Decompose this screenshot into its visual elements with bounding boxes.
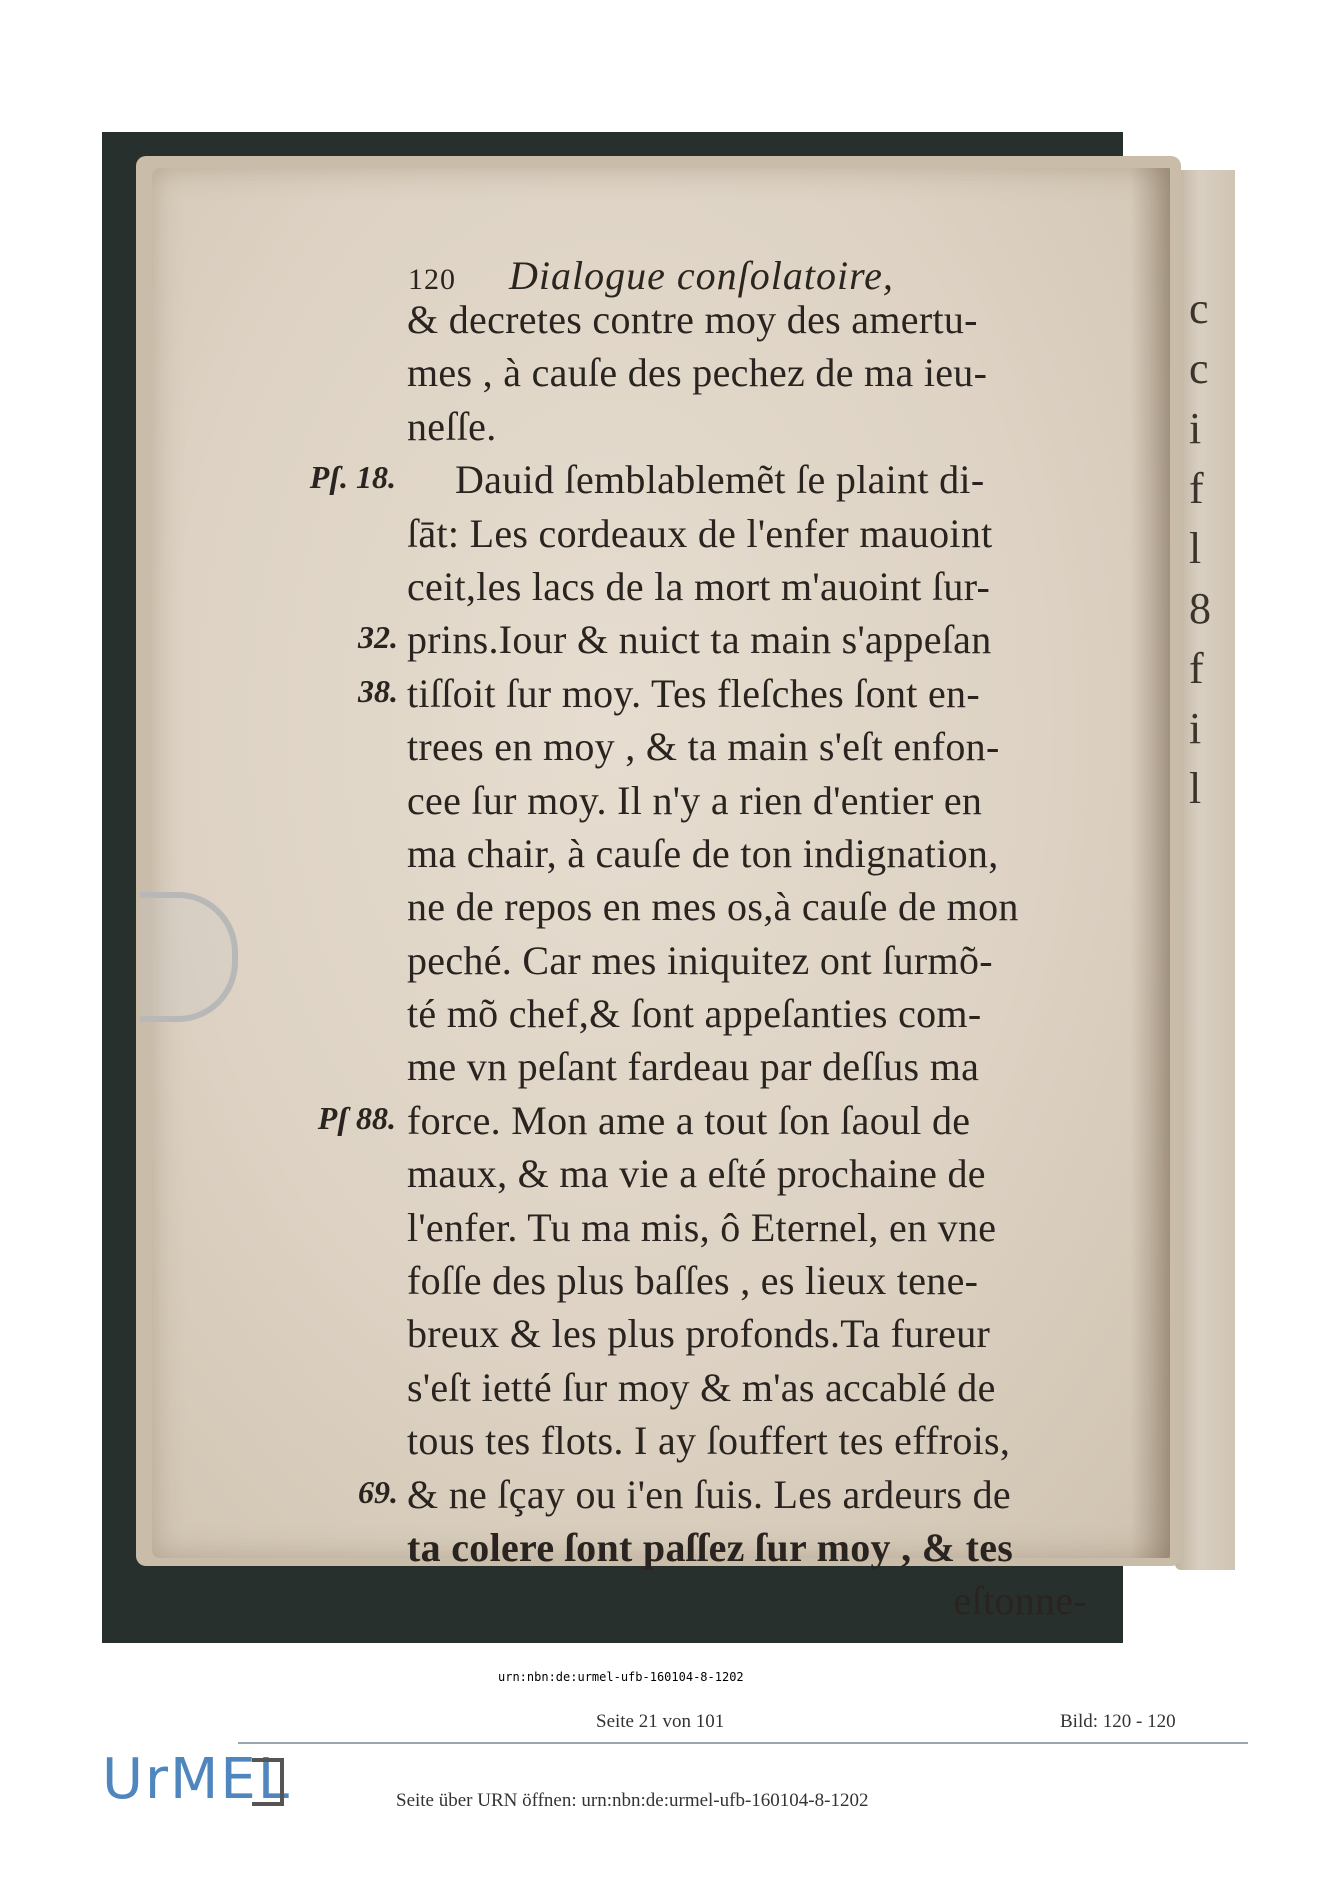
text-line: s'eſt ietté ſur moy & m'as accablé de [407, 1364, 996, 1410]
marginal-note: Pſ. 18. [309, 459, 396, 496]
next-page-edge [1175, 170, 1235, 1570]
text-line: foſſe des plus baſſes , es lieux tene- [407, 1258, 979, 1304]
text-line: me vn peſant fardeau par deſſus ma [407, 1044, 980, 1090]
text-line: eſtonne- [953, 1578, 1087, 1624]
page-gutter-shadow [1130, 168, 1170, 1558]
running-header [408, 252, 894, 299]
text-line: tous tes flots. I ay ſouffert tes effrois, [407, 1418, 1011, 1464]
marginal-note: 38. [358, 672, 398, 709]
text-line: maux, & ma vie a eſté prochaine de [407, 1151, 986, 1197]
text-line: breux & les plus profonds.Ta fureur [407, 1311, 991, 1357]
logo-text: UrMEL [102, 1747, 291, 1812]
next-page-glyph: l [1189, 764, 1202, 813]
marginal-note: Pſ 88. [317, 1100, 396, 1136]
text-line: ta colere ſont paſſez ſur moy , & tes [407, 1524, 1014, 1570]
text-line: ceit,les lacs de la mort m'auoint ſur- [407, 563, 991, 609]
text-line: tiſſoit ſur moy. Tes fleſches ſont en- [407, 670, 980, 716]
page-number: 120 [408, 263, 456, 296]
text-line: force. Mon ame a tout ſon ſaoul de [407, 1097, 971, 1143]
image-counter: Bild: 120 - 120 [1060, 1711, 1176, 1732]
page-counter: Seite 21 von 101 [596, 1711, 725, 1732]
marginal-note: 32. [358, 619, 398, 656]
next-page-glyph: f [1189, 644, 1204, 693]
text-line: ne de repos en mes os,à cauſe de mon [407, 884, 1019, 930]
text-line: l'enfer. Tu ma mis, ô Eternel, en vne [407, 1204, 997, 1250]
next-page-glyph: 8 [1189, 584, 1211, 633]
next-page-glyph: f [1189, 464, 1204, 513]
text-line: té mõ chef,& ſont appeſanties com- [407, 991, 982, 1037]
next-page-glyph: c [1189, 284, 1209, 333]
text-line: Dauid ſemblablemẽt ſe plaint di- [455, 457, 985, 503]
next-page-glyph: i [1189, 704, 1202, 753]
text-line: prins.Iour & nuict ta main s'appeſan [407, 617, 992, 663]
marginal-note: 69. [358, 1473, 398, 1510]
next-page-glyph: l [1189, 524, 1202, 573]
text-line: cee ſur moy. Il n'y a rien d'entier en [407, 777, 983, 823]
page-text [407, 293, 1087, 1628]
text-line: mes , à cauſe des pechez de ma ieu- [407, 350, 988, 396]
next-page-glyph: c [1189, 344, 1209, 393]
urmel-logo [102, 1744, 292, 1816]
urn-open-link[interactable]: Seite über URN öffnen: urn:nbn:de:urmel-ufb-160104-8-1202 [396, 1790, 869, 1811]
footer-divider [238, 1742, 1248, 1744]
text-line: trees en moy , & ta main s'eſt enfon- [407, 724, 1000, 770]
logo-bracket-icon [252, 1758, 284, 1806]
book-page [152, 168, 1170, 1624]
text-line: & ne ſçay ou i'en ſuis. Les ardeurs de [407, 1471, 1011, 1517]
next-page-glyph: i [1189, 404, 1202, 453]
text-line: ma chair, à cauſe de ton indignation, [407, 830, 999, 876]
text-line: ſāt: Les cordeaux de l'enfer mauoint [407, 510, 993, 556]
text-line: neſſe. [407, 403, 497, 449]
text-line: peché. Car mes iniquitez ont ſurmõ- [407, 937, 993, 983]
text-line: & decretes contre moy des amertu- [407, 297, 978, 342]
scan-image [102, 132, 1211, 1643]
urn-caption: urn:nbn:de:urmel-ufb-160104-8-1202 [498, 1670, 744, 1684]
running-title: Dialogue conſolatoire, [509, 253, 894, 298]
